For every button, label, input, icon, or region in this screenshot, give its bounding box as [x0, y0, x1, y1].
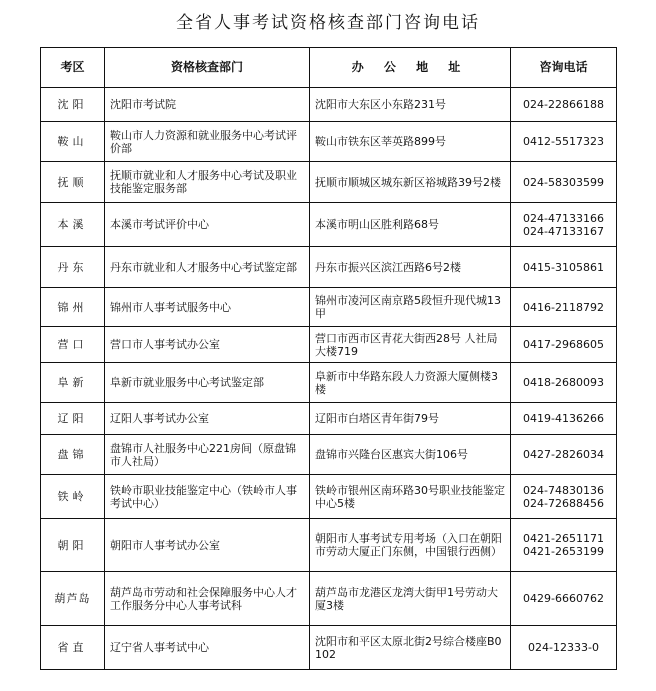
department-cell: 辽宁省人事考试中心 — [105, 626, 310, 670]
address-cell: 沈阳市大东区小东路231号 — [310, 88, 511, 122]
district-cell: 抚顺 — [41, 162, 105, 203]
phone-header: 咨询电话 — [511, 48, 617, 88]
address-cell: 阜新市中华路东段人力资源大厦侧楼3楼 — [310, 363, 511, 403]
address-cell: 丹东市振兴区滨江西路6号2楼 — [310, 247, 511, 288]
district-cell: 盘锦 — [41, 435, 105, 475]
department-cell: 朝阳市人事考试办公室 — [105, 519, 310, 572]
table-row — [41, 88, 617, 122]
table-row — [41, 403, 617, 435]
department-cell: 鞍山市人力资源和就业服务中心考试评价部 — [105, 122, 310, 162]
phone-number: 024-58303599 — [523, 175, 604, 189]
district-cell: 葫芦岛 — [41, 572, 105, 626]
district-cell: 阜新 — [41, 363, 105, 403]
address-cell: 营口市西市区青花大街西28号 人社局大楼719 — [310, 327, 511, 363]
table-row — [41, 475, 617, 519]
district-cell: 沈阳 — [41, 88, 105, 122]
district-cell: 锦州 — [41, 288, 105, 327]
table-row — [41, 572, 617, 626]
address-cell: 辽阳市白塔区青年街79号 — [310, 403, 511, 435]
district-cell: 鞍山 — [41, 122, 105, 162]
department-cell: 抚顺市就业和人才服务中心考试及职业技能鉴定服务部 — [105, 162, 310, 203]
department-cell: 铁岭市职业技能鉴定中心（铁岭市人事考试中心） — [105, 475, 310, 519]
phone-number: 0412-5517323 — [523, 135, 604, 148]
table-row — [41, 363, 617, 403]
department-cell: 本溪市考试评价中心 — [105, 203, 310, 247]
department-cell: 沈阳市考试院 — [105, 88, 310, 122]
table-row — [41, 162, 617, 203]
department-cell: 营口市人事考试办公室 — [105, 327, 310, 363]
phone-number: 0421-2653199 — [523, 545, 604, 558]
phone-cell — [511, 247, 617, 288]
phone-cell — [511, 475, 617, 519]
district-cell: 营口 — [41, 327, 105, 363]
table-row — [41, 435, 617, 475]
department-cell: 盘锦市人社服务中心221房间（原盘锦市人社局） — [105, 435, 310, 475]
phone-number: 024-47133166 — [523, 211, 604, 225]
phone-number: 0429-6660762 — [523, 592, 604, 605]
address-header: 办 公 地 址 — [310, 48, 511, 88]
table-row — [41, 247, 617, 288]
department-cell: 葫芦岛市劳动和社会保障服务中心人才工作服务分中心人事考试科 — [105, 572, 310, 626]
phone-number: 024-22866188 — [523, 98, 604, 111]
phone-cell — [511, 288, 617, 327]
phone-number: 0427-2826034 — [523, 448, 604, 461]
district-cell: 铁岭 — [41, 475, 105, 519]
table-row — [41, 327, 617, 363]
phone-cell — [511, 363, 617, 403]
phone-number: 0415-3105861 — [523, 260, 604, 274]
phone-cell — [511, 122, 617, 162]
phone-cell — [511, 88, 617, 122]
table-row — [41, 122, 617, 162]
table-row — [41, 626, 617, 670]
table-row — [41, 203, 617, 247]
department-cell: 锦州市人事考试服务中心 — [105, 288, 310, 327]
department-cell: 阜新市就业服务中心考试鉴定部 — [105, 363, 310, 403]
department-cell: 辽阳人事考试办公室 — [105, 403, 310, 435]
district-cell: 朝阳 — [41, 519, 105, 572]
phone-number: 0418-2680093 — [523, 376, 604, 389]
address-cell: 鞍山市铁东区莘英路899号 — [310, 122, 511, 162]
phone-number: 024-47133167 — [523, 224, 604, 238]
phone-cell — [511, 203, 617, 247]
district-cell: 省直 — [41, 626, 105, 670]
phone-number: 024-12333-0 — [528, 641, 599, 654]
address-cell: 沈阳市和平区太原北街2号综合楼座B0102 — [310, 626, 511, 670]
phone-number: 0417-2968605 — [523, 338, 604, 351]
phone-number: 024-72688456 — [523, 496, 604, 510]
address-cell: 盘锦市兴隆台区惠宾大街106号 — [310, 435, 511, 475]
phone-number: 0419-4136266 — [523, 412, 604, 425]
district-cell: 丹东 — [41, 247, 105, 288]
department-header: 资格核查部门 — [105, 48, 310, 88]
phone-cell — [511, 403, 617, 435]
header-row — [41, 48, 617, 88]
address-cell: 本溪市明山区胜利路68号 — [310, 203, 511, 247]
address-cell: 抚顺市顺城区城东新区裕城路39号2楼 — [310, 162, 511, 203]
district-header: 考区 — [41, 48, 105, 88]
phone-number: 024-74830136 — [523, 483, 604, 497]
table-row — [41, 288, 617, 327]
phone-cell — [511, 162, 617, 203]
phone-cell — [511, 327, 617, 363]
phone-cell — [511, 519, 617, 572]
department-cell: 丹东市就业和人才服务中心考试鉴定部 — [105, 247, 310, 288]
phone-cell — [511, 435, 617, 475]
address-cell: 铁岭市银州区南环路30号职业技能鉴定中心5楼 — [310, 475, 511, 519]
district-cell: 辽阳 — [41, 403, 105, 435]
district-cell: 本溪 — [41, 203, 105, 247]
address-cell: 朝阳市人事考试专用考场（入口在朝阳市劳动大厦正门东侧，中国银行西侧） — [310, 519, 511, 572]
contact-table — [40, 47, 617, 670]
page-title: 全省人事考试资格核查部门咨询电话 — [176, 13, 480, 33]
address-cell: 锦州市凌河区南京路5段恒升现代城13甲 — [310, 288, 511, 327]
phone-cell — [511, 626, 617, 670]
phone-cell — [511, 572, 617, 626]
address-cell: 葫芦岛市龙港区龙湾大街甲1号劳动大厦3楼 — [310, 572, 511, 626]
phone-number: 0416-2118792 — [523, 300, 604, 314]
table-row — [41, 519, 617, 572]
phone-number: 0421-2651171 — [523, 532, 604, 545]
